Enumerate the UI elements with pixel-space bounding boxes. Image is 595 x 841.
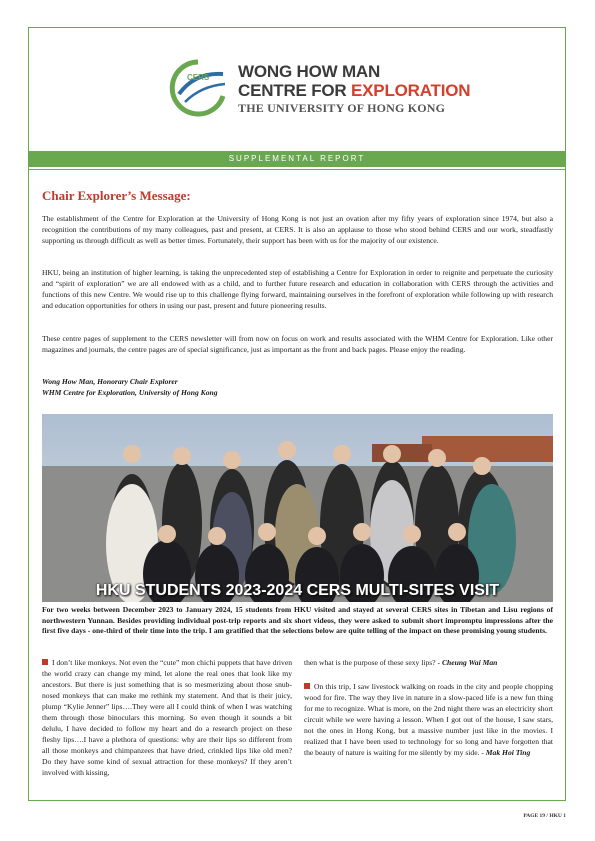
impression-cont-text: then what is the purpose of these sexy lips? - <box>304 658 442 667</box>
chair-message-heading: Chair Explorer’s Message: <box>42 188 191 203</box>
photo-caption-title: HKU STUDENTS 2023-2024 CERS MULTI-SITES VISIT <box>95 582 500 599</box>
impression-author-2: Mak Hoi Ting <box>485 748 531 757</box>
impression-right-column-2 <box>304 681 553 758</box>
message-paragraph-1: The establishment of the Centre for Exploration at the University of Hong Kong is not just an ovation after my fifty years of exploration since 1974, but also a recognition the contributions of my many colleagues, past and present, at CERS. It is also an applause to those who stood behind CERS and our work, steadfastly supporting us through difficult as well as better times. Fortunately, their support has been with us for the majority of our existence. <box>42 214 553 245</box>
signature-affiliation: WHM Centre for Exploration, University of Hong Kong <box>42 388 218 397</box>
logo-line-2-b: EXPLORATION <box>351 81 471 100</box>
signature-name: Wong How Man, Honorary Chair Explorer <box>42 377 178 386</box>
logo-line-1: WONG HOW MAN <box>238 62 381 81</box>
logo-line-2 <box>238 81 470 101</box>
impression-left-text: I don’t like monkeys. Not even the “cute” mon chichi puppets that have driven the world crazy can change my mind, let alone the real ones that look like my ancestors. But there is just something that is so mesmerizing about those snub-nosed monkeys that can make me rethink my statement. And that is their juicy, plump “Kylie Jenner” lips….They were all I could think of when I was watching them through those binoculars this morning. So even though it sounds a bit delulu, I have decided to follow my heart and do a research project on these fleshy lips….I have a plethora of questions: why are their lips so different from all those monkeys and chimpanzees that have dried, crinkled lips like old men? Do they have some kind of sexual attraction for these monkeys? If they aren’t involved with kissing, <box>42 658 292 777</box>
globe-logo-icon <box>165 56 231 118</box>
logo-line-2-a: CENTRE FOR <box>238 81 352 100</box>
message-paragraph-3: These centre pages of supplement to the CERS newsletter will from now on focus on work and results associated with the WHM Centre for Exploration. Like other magazines and journals, the centre pages are of special significance, just as important as the front and back pages. Please enjoy the reading. <box>42 334 553 354</box>
supplemental-report-band: SUPPLEMENTAL REPORT <box>28 151 566 167</box>
logo-ring-text: CERS <box>187 73 210 82</box>
bullet-icon <box>304 683 310 689</box>
group-photo <box>42 414 553 602</box>
cers-logo <box>165 56 471 120</box>
logo-university: THE UNIVERSITY OF HONG KONG <box>238 101 446 115</box>
trip-intro: For two weeks between December 2023 to January 2024, 15 students from HKU visited and stayed at several CERS sites in Tibetan and Lisu regions of northwestern Yunnan. Besides providing individual post-trip reports and six short videos, they were asked to submit short impromptu impressions after the first five days - one-third of their time into the trip. I am gratified that the selections below are quite telling of the impact on these promising young students. <box>42 605 553 635</box>
bullet-icon <box>42 659 48 665</box>
group-photo-image <box>42 414 553 602</box>
page-number: PAGE 19 / HKU 1 <box>523 813 566 819</box>
message-paragraph-2: HKU, being an institution of higher learning, is taking the unprecedented step of establishing a Centre for Exploration in order to reignite and perpetuate the curiosity and “spirit of exploration” we are all endowed with as a child, and to further future research and education in collaboration with CERS through the activities and functions of this new Centre. We would rise up to this challenge flying forward, maintaining ourselves in the forefront of exploration while following up with research and education opportunities for others in using our past, present and future pioneering results. <box>42 268 553 310</box>
impression-left-column <box>42 657 292 778</box>
impression-right-text: On this trip, I saw livestock walking on roads in the city and people chopping wood for fire. The way they live in nature in a slow-paced life is a new fun thing for me to recognize. What is more, on the 2nd night there was an electricity short circuit while we were having a lesson. When I got out of the house, I saw stars, not the ones in Hong Kong, but a massive number just like in the movies. I realized that I have been used to technology for so long and have forgotten that the beauty of nature is waiting for me silently by my side. - <box>304 682 553 757</box>
band-divider <box>28 169 566 170</box>
impression-right-column <box>304 657 553 668</box>
impression-author-1: Cheung Wai Man <box>441 658 498 667</box>
